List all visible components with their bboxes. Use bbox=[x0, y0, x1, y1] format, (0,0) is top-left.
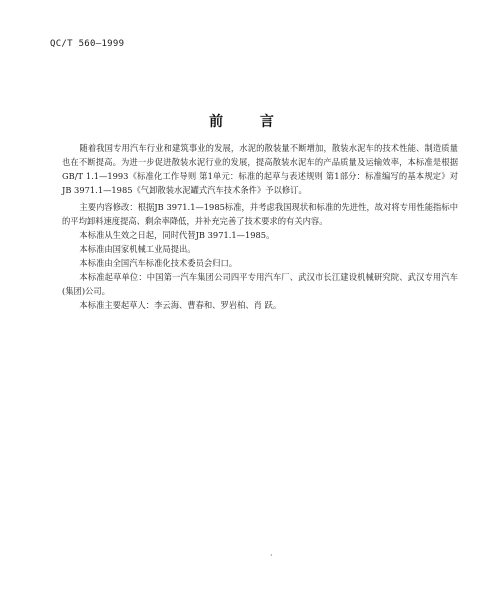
page-footer-mark: · bbox=[270, 551, 273, 560]
standard-code: QC/T 560—1999 bbox=[50, 39, 125, 49]
paragraph-replaces: 本标准从生效之日起，同时代替JB 3971.1—1985。 bbox=[79, 230, 275, 240]
page-title: 前 言 bbox=[209, 114, 290, 130]
foreword-body bbox=[62, 141, 458, 312]
paragraph-proposed-by: 本标准由国家机械工业局提出。 bbox=[79, 244, 196, 254]
paragraph-drafters: 本标准主要起草人：李云海、曹春和、罗岩柏、肖 跃。 bbox=[79, 300, 282, 310]
paragraph-drafting-units: 本标准起草单位：中国第一汽车集团公司四平专用汽车厂、武汉市长江建设机械研究院、武汉专用汽车(集团)公司。 bbox=[62, 272, 458, 296]
paragraph-background: 随着我国专用汽车行业和建筑事业的发展，水泥的散装量不断增加，散装水泥车的技术性能、制造质量也在不断提高。为进一步促进散装水泥行业的发展，提高散装水泥车的产品质量及运输效率，本标准是根据GB/T 1.1—1993《标准化工作导则 第1单元：标准的起草与表述规则 第1部分：标准编写的基本规定》对JB 3971.1—1985《气卸散装水泥罐式汽车技术条件》予以修订。 bbox=[62, 143, 458, 195]
paragraph-centralized-by: 本标准由全国汽车标准化技术委员会归口。 bbox=[79, 258, 238, 268]
paragraph-main-changes: 主要内容修改：根据JB 3971.1—1985标准，并考虑我国现状和标准的先进性，故对将专用性能指标中的平均卸料速度提高、剩余率降低，并补充完善了技术要求的有关内容。 bbox=[62, 202, 458, 226]
